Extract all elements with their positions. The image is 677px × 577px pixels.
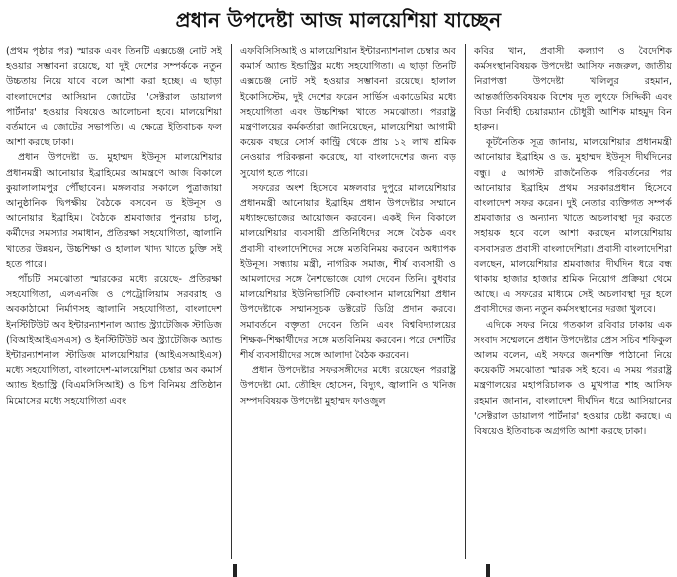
article-paragraph: কবির খান, প্রবাসী কল্যাণ ও বৈদেশিক কর্মসংস্থানবিষয়ক উপদেষ্টা আসিফ নজরুল, জাতীয় নিরাপত্তা উপদেষ্টা খলিলুর রহমান, আন্তর্জাতিকবিষয়ক বিশেষ দূত লুৎফে সিদ্দিকী এবং বিডা নির্বাহী চেয়ারম্যান চৌধুরী আশিক মাহমুদ বিন হারুন। (474, 46, 672, 134)
article-paragraph: প্রধান উপদেষ্টার সফরসঙ্গীদের মধ্যে রয়েছেন পররাষ্ট্র উপদেষ্টা মো. তৌহিদ হোসেন, বিদ্যুৎ, জ্বালানি ও খনিজ সম্পদবিষয়ক উপদেষ্টা মুহাম্মদ ফাওজুল (240, 365, 456, 407)
paragraph-text: স্মারক এবং তিনটি এক্সচেঞ্জ নোট সই হওয়ার সম্ভাবনা রয়েছে, যা দুই দেশের সম্পর্ককে নতুন উচ্চতায় নিয়ে যাবে বলে আশা করা হচ্ছে। এ ছাড়া বাংলাদেশের আসিয়ান জোটের 'সেক্টরাল ডায়ালগ পার্টনার' হওয়ার বিষয়েও আলোচনা হবে। মালয়েশিয়া বর্তমানে এ জোটের সভাপতি। এ ক্ষেত্রে ইতিবাচক ফল আশা করছে ঢাকা। (6, 46, 222, 149)
article-paragraph: প্রধান উপদেষ্টা ড. মুহাম্মদ ইউনূস মালয়েশিয়ার প্রধানমন্ত্রী আনোয়ার ইব্রাহিমের আমন্ত্রণে আজ বিকালে কুয়ালালামপুর পৌঁছাবেন। মঙ্গলবার সকালে পুত্রাজায়া আনুষ্ঠানিক দ্বিপক্ষীয় বৈঠকে বসবেন ড ইউনূস ও আনোয়ার ইব্রাহিম। বৈঠকে শ্রমবাজার পুনরায় চালু, কর্মীদের সমস্যার সমাধান, প্রতিরক্ষা সহযোগিতা, জ্বালানি খাতের উন্নয়ন, উচ্চশিক্ষা ও হালাল খাদ্য খাতে চুক্তি সই হতে পারে। (6, 152, 222, 270)
article-column-3 (474, 44, 672, 564)
article-paragraph (6, 44, 222, 150)
article-paragraph: পাঁচটি সমঝোতা স্মারকের মধ্যে রয়েছে- প্রতিরক্ষা সহযোগিতা, এলএনজি ও পেট্রোলিয়াম সরবরাহ ও অবকাঠামো নির্মাণসহ জ্বালানি সহযোগিতা, বাংলাদেশ ইনস্টিটিউট অব ইন্টারন্যাশনাল অ্যান্ড স্ট্র্যাটেজিক স্টাডিজ (বিআইআইএসএস) ও ইনস্টিটিউট অব স্ট্র্যাটেজিক অ্যান্ড ইন্টারন্যাশনাল স্টাডিজ মালয়েশিয়ার (আইএসআইএস) মধ্যে সহযোগিতা, বাংলাদেশ-মালয়েশিয়া চেম্বার অব কমার্স অ্যান্ড ইন্ডাস্ট্রি (বিএমসিসিআই) ও চিপ বিনিময় প্রতিষ্ঠান মিমোসের মধ্যে সহযোগিতা এবং (6, 274, 222, 407)
article-paragraph: কূটনৈতিক সূত্র জানায়, মালয়েশিয়ার প্রধানমন্ত্রী আনোয়ার ইব্রাহিম ও ড. মুহাম্মদ ইউনূস দীর্ঘদিনের বন্ধু। ৫ আগস্ট রাজনৈতিক পরিবর্তনের পর আনোয়ার ইব্রাহিম প্রথম সরকারপ্রধান হিসেবে বাংলাদেশ সফর করেন। দুই নেতার ব্যক্তিগত সম্পর্ক শ্রমবাজার ও অন্যান্য খাতে অচলাবস্থা দূর করতে সহায়ক হবে বলে আশা করছেন মালয়েশিয়ায় বসবাসরত প্রবাসী বাংলাদেশিরা। প্রবাসী বাংলাদেশিরা বলছেন, মালয়েশিয়ার শ্রমবাজার দীর্ঘদিন ধরে বন্ধ থাকায় হাজার হাজার শ্রমিক নিয়োগ প্রক্রিয়া থেমে আছে। এ সফরের মাধ্যমে সেই অচলাবস্থা দূর হলে প্রবাসীদের জন্য নতুন কর্মসংস্থানের দরজা খুলবে। (474, 137, 672, 316)
article-paragraph: এদিকে সফর নিয়ে গতকাল রবিবার ঢাকায় এক সংবাদ সম্মেলনে প্রধান উপদেষ্টার প্রেস সচিব শফিকুল আলম বলেন, এই সফরে জনশক্তি পাঠানো নিয়ে কয়েকটি সমঝোতা স্মারক সই হবে। এ সময় পররাষ্ট্র মন্ত্রণালয়ের মহাপরিচালক ও মুখপাত্র শাহ আসিফ রহমান জানান, বাংলাদেশ দীর্ঘদিন ধরে আসিয়ানের 'সেক্টরাল ডায়ালগ পার্টনার' হওয়ার চেষ্টা করছে। এ বিষয়েও ইতিবাচক অগ্রগতি আশা করছে ঢাকা। (474, 319, 672, 438)
column-divider (231, 44, 232, 559)
column-divider (465, 44, 466, 559)
page-edge-mark (486, 564, 490, 577)
continued-label: (প্রথম পৃষ্ঠার পর) (6, 46, 73, 57)
article-column-2 (240, 44, 456, 564)
article-paragraph: সফরের অংশ হিসেবে মঙ্গলবার দুপুরে মালয়েশিয়ার প্রধানমন্ত্রী আনোয়ার ইব্রাহিম প্রধান উপদেষ্টার সম্মানে মধ্যাহ্নভোজের আয়োজন করবেন। একই দিন বিকালে মালয়েশিয়ার ব্যবসায়ী প্রতিনিধিদের সঙ্গে বৈঠক এবং প্রবাসী বাংলাদেশিদের সঙ্গে মতবিনিময় করবেন অধ্যাপক ইউনূস। সন্ধ্যায় মন্ত্রী, নাগরিক সমাজ, শীর্ষ ব্যবসায়ী ও আমলাদের সঙ্গে নৈশভোজে যোগ দেবেন তিনি। বুধবার মালয়েশিয়ার ইউনিভার্সিটি কেবাংসান মালয়েশিয়া প্রধান উপদেষ্টাকে সম্মানসূচক ডক্টরেট ডিগ্রি প্রদান করবে। সমাবর্তনে বক্তৃতা দেবেন তিনি এবং বিশ্ববিদ্যালয়ের শিক্ষক-শিক্ষার্থীদের সঙ্গে মতবিনিময় করবেন। পরে দেশটির শীর্ষ ব্যবসায়ীদের সঙ্গে আলাদা বৈঠক করবেন। (240, 182, 456, 362)
article-headline: প্রধান উপদেষ্টা আজ মালয়েশিয়া যাচ্ছেন (175, 8, 502, 32)
article-paragraph: এফবিসিসিআই ও মালয়েশিয়ান ইন্টারন্যাশনাল চেম্বার অব কমার্স অ্যান্ড ইন্ডাস্ট্রির মধ্যে সহযোগিতা। এ ছাড়া তিনটি এক্সচেঞ্জ নোট সই হওয়ার সম্ভাবনা রয়েছে। হালাল ইকোসিস্টেম, দুই দেশের ফরেন সার্ভিস একাডেমির মধ্যে সহযোগিতা এবং উচ্চশিক্ষা খাতে সমঝোতা। পররাষ্ট্র মন্ত্রণালয়ের কর্মকর্তারা জানিয়েছেন, মালয়েশিয়া আগামী কয়েক বছরে সোর্স কান্ট্রি থেকে প্রায় ১২ লাখ শ্রমিক নেওয়ার পরিকল্পনা করেছে, যা বাংলাদেশের জন্য বড় সুযোগ হতে পারে। (240, 46, 456, 179)
page-edge-mark (233, 564, 237, 577)
article-column-1 (6, 44, 222, 564)
